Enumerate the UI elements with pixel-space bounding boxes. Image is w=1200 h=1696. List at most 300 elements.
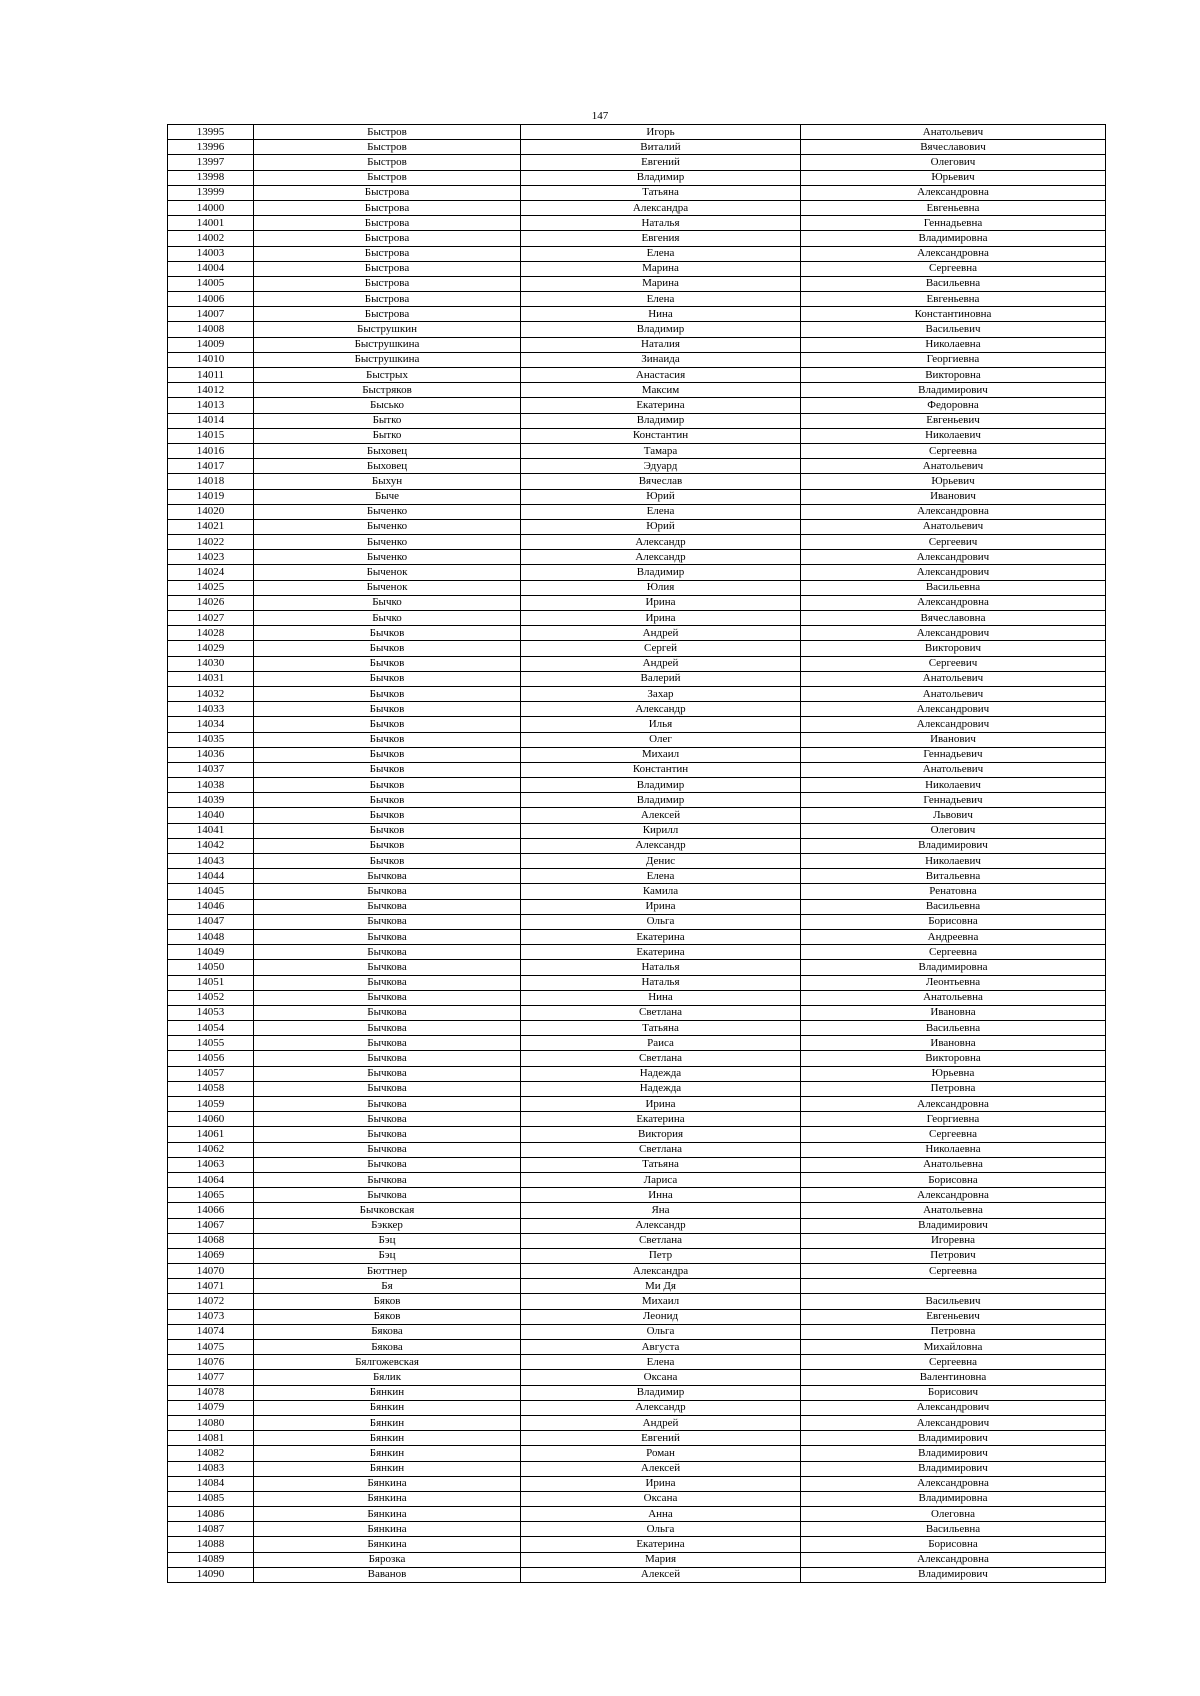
last-name-cell: Бычкова xyxy=(254,945,521,960)
patronymic-cell: Сергеевна xyxy=(801,1127,1106,1142)
table-row xyxy=(168,686,1106,701)
record-number-cell: 14026 xyxy=(168,595,254,610)
table-row xyxy=(168,140,1106,155)
last-name-cell: Бякова xyxy=(254,1324,521,1339)
patronymic-cell: Викторович xyxy=(801,641,1106,656)
table-row xyxy=(168,1112,1106,1127)
last-name-cell: Бычко xyxy=(254,595,521,610)
table-row xyxy=(168,383,1106,398)
patronymic-cell: Сергеевна xyxy=(801,945,1106,960)
last-name-cell: Бычков xyxy=(254,823,521,838)
table-row xyxy=(168,1203,1106,1218)
last-name-cell: Быструшкина xyxy=(254,352,521,367)
first-name-cell: Андрей xyxy=(521,656,801,671)
table-row xyxy=(168,1157,1106,1172)
last-name-cell: Бычкова xyxy=(254,1081,521,1096)
last-name-cell: Бя xyxy=(254,1279,521,1294)
table-row xyxy=(168,1567,1106,1582)
first-name-cell: Елена xyxy=(521,869,801,884)
table-row xyxy=(168,641,1106,656)
last-name-cell: Бянкин xyxy=(254,1446,521,1461)
first-name-cell: Ирина xyxy=(521,1097,801,1112)
first-name-cell: Светлана xyxy=(521,1051,801,1066)
patronymic-cell: Геннадьевич xyxy=(801,793,1106,808)
first-name-cell: Евгений xyxy=(521,155,801,170)
record-number-cell: 14021 xyxy=(168,519,254,534)
record-number-cell: 14038 xyxy=(168,778,254,793)
table-row xyxy=(168,1415,1106,1430)
last-name-cell: Бычкова xyxy=(254,1188,521,1203)
patronymic-cell: Васильевна xyxy=(801,899,1106,914)
record-number-cell: 14019 xyxy=(168,489,254,504)
last-name-cell: Бысько xyxy=(254,398,521,413)
last-name-cell: Бычкова xyxy=(254,914,521,929)
table-row xyxy=(168,489,1106,504)
last-name-cell: Быстрова xyxy=(254,261,521,276)
first-name-cell: Максим xyxy=(521,383,801,398)
first-name-cell: Зинаида xyxy=(521,352,801,367)
last-name-cell: Бянкина xyxy=(254,1491,521,1506)
last-name-cell: Бяков xyxy=(254,1294,521,1309)
table-row xyxy=(168,1005,1106,1020)
table-row xyxy=(168,914,1106,929)
table-row xyxy=(168,929,1106,944)
patronymic-cell: Александровна xyxy=(801,1552,1106,1567)
patronymic-cell: Владимирович xyxy=(801,1461,1106,1476)
first-name-cell: Светлана xyxy=(521,1233,801,1248)
patronymic-cell: Владимирович xyxy=(801,1446,1106,1461)
record-number-cell: 14061 xyxy=(168,1127,254,1142)
record-number-cell: 14025 xyxy=(168,580,254,595)
last-name-cell: Быстрова xyxy=(254,216,521,231)
first-name-cell: Виталий xyxy=(521,140,801,155)
record-number-cell: 13999 xyxy=(168,185,254,200)
first-name-cell: Владимир xyxy=(521,170,801,185)
record-number-cell: 14073 xyxy=(168,1309,254,1324)
first-name-cell: Илья xyxy=(521,717,801,732)
patronymic-cell: Петровна xyxy=(801,1324,1106,1339)
last-name-cell: Быченок xyxy=(254,580,521,595)
table-row xyxy=(168,1461,1106,1476)
patronymic-cell: Геннадьевна xyxy=(801,216,1106,231)
table-row xyxy=(168,960,1106,975)
first-name-cell: Елена xyxy=(521,292,801,307)
record-number-cell: 14074 xyxy=(168,1324,254,1339)
last-name-cell: Быстрова xyxy=(254,307,521,322)
record-number-cell: 14084 xyxy=(168,1476,254,1491)
first-name-cell: Владимир xyxy=(521,793,801,808)
table-row xyxy=(168,838,1106,853)
table-row xyxy=(168,1036,1106,1051)
patronymic-cell: Анатольевич xyxy=(801,125,1106,140)
last-name-cell: Бычков xyxy=(254,702,521,717)
table-row xyxy=(168,1264,1106,1279)
patronymic-cell: Александровна xyxy=(801,246,1106,261)
last-name-cell: Бытко xyxy=(254,413,521,428)
last-name-cell: Быхун xyxy=(254,474,521,489)
last-name-cell: Бычкова xyxy=(254,1142,521,1157)
last-name-cell: Быстряков xyxy=(254,383,521,398)
patronymic-cell: Александрович xyxy=(801,1400,1106,1415)
table-row xyxy=(168,1446,1106,1461)
patronymic-cell: Анатольевна xyxy=(801,1157,1106,1172)
table-row xyxy=(168,1066,1106,1081)
last-name-cell: Бычко xyxy=(254,611,521,626)
patronymic-cell: Игоревна xyxy=(801,1233,1106,1248)
record-number-cell: 14090 xyxy=(168,1567,254,1582)
patronymic-cell: Евгеньевна xyxy=(801,292,1106,307)
first-name-cell: Михаил xyxy=(521,1294,801,1309)
record-number-cell: 14004 xyxy=(168,261,254,276)
patronymic-cell: Александровна xyxy=(801,185,1106,200)
table-row xyxy=(168,626,1106,641)
first-name-cell: Юрий xyxy=(521,489,801,504)
first-name-cell: Владимир xyxy=(521,565,801,580)
first-name-cell: Андрей xyxy=(521,1415,801,1430)
first-name-cell: Александр xyxy=(521,702,801,717)
record-number-cell: 14014 xyxy=(168,413,254,428)
record-number-cell: 14067 xyxy=(168,1218,254,1233)
table-row xyxy=(168,1081,1106,1096)
first-name-cell: Екатерина xyxy=(521,929,801,944)
table-row xyxy=(168,1309,1106,1324)
first-name-cell: Виктория xyxy=(521,1127,801,1142)
record-number-cell: 14064 xyxy=(168,1172,254,1187)
patronymic-cell: Васильевна xyxy=(801,276,1106,291)
record-number-cell: 14065 xyxy=(168,1188,254,1203)
last-name-cell: Бычкова xyxy=(254,1112,521,1127)
record-number-cell: 14013 xyxy=(168,398,254,413)
first-name-cell: Надежда xyxy=(521,1066,801,1081)
record-number-cell: 14007 xyxy=(168,307,254,322)
patronymic-cell: Ренатовна xyxy=(801,884,1106,899)
table-row xyxy=(168,565,1106,580)
record-number-cell: 14029 xyxy=(168,641,254,656)
record-number-cell: 14015 xyxy=(168,428,254,443)
table-row xyxy=(168,1537,1106,1552)
table-row xyxy=(168,1355,1106,1370)
table-row xyxy=(168,580,1106,595)
patronymic-cell: Евгеньевич xyxy=(801,1309,1106,1324)
first-name-cell: Наталья xyxy=(521,960,801,975)
table-row xyxy=(168,1324,1106,1339)
record-number-cell: 14035 xyxy=(168,732,254,747)
table-row xyxy=(168,474,1106,489)
record-number-cell: 14070 xyxy=(168,1264,254,1279)
record-number-cell: 14077 xyxy=(168,1370,254,1385)
table-row xyxy=(168,504,1106,519)
patronymic-cell: Львович xyxy=(801,808,1106,823)
patronymic-cell: Сергеевна xyxy=(801,1355,1106,1370)
patronymic-cell: Васильевич xyxy=(801,1294,1106,1309)
first-name-cell: Татьяна xyxy=(521,1021,801,1036)
first-name-cell: Августа xyxy=(521,1340,801,1355)
last-name-cell: Бычков xyxy=(254,762,521,777)
first-name-cell: Вячеслав xyxy=(521,474,801,489)
last-name-cell: Бянкина xyxy=(254,1522,521,1537)
first-name-cell: Алексей xyxy=(521,1461,801,1476)
first-name-cell: Денис xyxy=(521,854,801,869)
record-number-cell: 14030 xyxy=(168,656,254,671)
table-row xyxy=(168,717,1106,732)
record-number-cell: 14066 xyxy=(168,1203,254,1218)
table-row xyxy=(168,884,1106,899)
record-number-cell: 14017 xyxy=(168,459,254,474)
patronymic-cell: Владимирович xyxy=(801,838,1106,853)
patronymic-cell: Ивановна xyxy=(801,1036,1106,1051)
record-number-cell: 14063 xyxy=(168,1157,254,1172)
last-name-cell: Бычкова xyxy=(254,1021,521,1036)
record-number-cell: 14089 xyxy=(168,1552,254,1567)
first-name-cell: Наталья xyxy=(521,975,801,990)
table-row xyxy=(168,1340,1106,1355)
registry-body xyxy=(168,125,1106,1583)
table-row xyxy=(168,200,1106,215)
first-name-cell: Юрий xyxy=(521,519,801,534)
first-name-cell: Петр xyxy=(521,1248,801,1263)
table-row xyxy=(168,1248,1106,1263)
table-row xyxy=(168,125,1106,140)
last-name-cell: Бычков xyxy=(254,854,521,869)
last-name-cell: Бюттнер xyxy=(254,1264,521,1279)
first-name-cell: Игорь xyxy=(521,125,801,140)
record-number-cell: 14045 xyxy=(168,884,254,899)
record-number-cell: 14002 xyxy=(168,231,254,246)
record-number-cell: 14079 xyxy=(168,1400,254,1415)
last-name-cell: Быстров xyxy=(254,155,521,170)
table-row xyxy=(168,170,1106,185)
table-row xyxy=(168,368,1106,383)
last-name-cell: Бычков xyxy=(254,671,521,686)
patronymic-cell: Валентиновна xyxy=(801,1370,1106,1385)
record-number-cell: 14008 xyxy=(168,322,254,337)
table-row xyxy=(168,762,1106,777)
patronymic-cell: Олегович xyxy=(801,823,1106,838)
page-number: 147 xyxy=(591,110,609,122)
first-name-cell: Елена xyxy=(521,1355,801,1370)
record-number-cell: 14012 xyxy=(168,383,254,398)
table-row xyxy=(168,671,1106,686)
first-name-cell: Ольга xyxy=(521,1522,801,1537)
first-name-cell: Ольга xyxy=(521,1324,801,1339)
patronymic-cell: Николаевич xyxy=(801,778,1106,793)
patronymic-cell: Анатольевич xyxy=(801,459,1106,474)
first-name-cell: Оксана xyxy=(521,1491,801,1506)
last-name-cell: Бялгожевская xyxy=(254,1355,521,1370)
patronymic-cell: Васильевна xyxy=(801,1522,1106,1537)
first-name-cell: Елена xyxy=(521,246,801,261)
last-name-cell: Бычков xyxy=(254,732,521,747)
patronymic-cell: Сергеевна xyxy=(801,1264,1106,1279)
table-row xyxy=(168,1218,1106,1233)
table-row xyxy=(168,1400,1106,1415)
first-name-cell: Мария xyxy=(521,1552,801,1567)
record-number-cell: 14033 xyxy=(168,702,254,717)
patronymic-cell: Александровна xyxy=(801,595,1106,610)
record-number-cell: 13996 xyxy=(168,140,254,155)
record-number-cell: 14037 xyxy=(168,762,254,777)
table-row xyxy=(168,793,1106,808)
table-row xyxy=(168,732,1106,747)
record-number-cell: 14076 xyxy=(168,1355,254,1370)
first-name-cell: Владимир xyxy=(521,1385,801,1400)
table-row xyxy=(168,808,1106,823)
table-row xyxy=(168,1385,1106,1400)
record-number-cell: 14001 xyxy=(168,216,254,231)
record-number-cell: 14050 xyxy=(168,960,254,975)
patronymic-cell: Сергеевна xyxy=(801,261,1106,276)
first-name-cell: Инна xyxy=(521,1188,801,1203)
last-name-cell: Быче xyxy=(254,489,521,504)
record-number-cell: 14059 xyxy=(168,1097,254,1112)
first-name-cell: Олег xyxy=(521,732,801,747)
patronymic-cell: Ивановна xyxy=(801,1005,1106,1020)
patronymic-cell: Анатольевна xyxy=(801,990,1106,1005)
table-row xyxy=(168,413,1106,428)
record-number-cell: 14016 xyxy=(168,443,254,458)
last-name-cell: Бычкова xyxy=(254,1127,521,1142)
last-name-cell: Бычкова xyxy=(254,975,521,990)
record-number-cell: 14020 xyxy=(168,504,254,519)
last-name-cell: Бычков xyxy=(254,717,521,732)
last-name-cell: Ваванов xyxy=(254,1567,521,1582)
registry-table xyxy=(167,124,1106,1583)
record-number-cell: 13998 xyxy=(168,170,254,185)
patronymic-cell: Сергеевна xyxy=(801,443,1106,458)
record-number-cell: 14031 xyxy=(168,671,254,686)
table-row xyxy=(168,1142,1106,1157)
record-number-cell: 14006 xyxy=(168,292,254,307)
table-row xyxy=(168,990,1106,1005)
last-name-cell: Бычкова xyxy=(254,929,521,944)
record-number-cell: 14082 xyxy=(168,1446,254,1461)
record-number-cell: 14085 xyxy=(168,1491,254,1506)
patronymic-cell: Александровна xyxy=(801,1476,1106,1491)
table-row xyxy=(168,216,1106,231)
patronymic-cell: Николаевич xyxy=(801,428,1106,443)
table-row xyxy=(168,611,1106,626)
last-name-cell: Быховец xyxy=(254,443,521,458)
record-number-cell: 13997 xyxy=(168,155,254,170)
last-name-cell: Бычков xyxy=(254,747,521,762)
first-name-cell: Анна xyxy=(521,1507,801,1522)
patronymic-cell: Анатольевна xyxy=(801,1203,1106,1218)
first-name-cell: Татьяна xyxy=(521,1157,801,1172)
patronymic-cell: Евгеньевна xyxy=(801,200,1106,215)
record-number-cell: 14044 xyxy=(168,869,254,884)
table-row xyxy=(168,1172,1106,1187)
table-row xyxy=(168,595,1106,610)
first-name-cell: Наталия xyxy=(521,337,801,352)
first-name-cell: Евгений xyxy=(521,1431,801,1446)
table-row xyxy=(168,276,1106,291)
last-name-cell: Бычкова xyxy=(254,1036,521,1051)
last-name-cell: Быструшкин xyxy=(254,322,521,337)
table-row xyxy=(168,550,1106,565)
last-name-cell: Быстров xyxy=(254,140,521,155)
table-row xyxy=(168,535,1106,550)
table-row xyxy=(168,702,1106,717)
last-name-cell: Бянкина xyxy=(254,1537,521,1552)
first-name-cell: Владимир xyxy=(521,322,801,337)
first-name-cell: Екатерина xyxy=(521,1112,801,1127)
first-name-cell: Юлия xyxy=(521,580,801,595)
patronymic-cell: Анатольевич xyxy=(801,762,1106,777)
last-name-cell: Бянкина xyxy=(254,1507,521,1522)
record-number-cell: 14039 xyxy=(168,793,254,808)
table-row xyxy=(168,292,1106,307)
last-name-cell: Бычков xyxy=(254,793,521,808)
first-name-cell: Леонид xyxy=(521,1309,801,1324)
table-row xyxy=(168,261,1106,276)
last-name-cell: Быстрова xyxy=(254,185,521,200)
table-row xyxy=(168,185,1106,200)
first-name-cell: Захар xyxy=(521,686,801,701)
last-name-cell: Быстрова xyxy=(254,200,521,215)
patronymic-cell: Борисовна xyxy=(801,914,1106,929)
record-number-cell: 14075 xyxy=(168,1340,254,1355)
first-name-cell: Наталья xyxy=(521,216,801,231)
table-row xyxy=(168,307,1106,322)
table-row xyxy=(168,1370,1106,1385)
record-number-cell: 13995 xyxy=(168,125,254,140)
record-number-cell: 14042 xyxy=(168,838,254,853)
record-number-cell: 14034 xyxy=(168,717,254,732)
table-row xyxy=(168,443,1106,458)
patronymic-cell: Олегович xyxy=(801,155,1106,170)
last-name-cell: Быченко xyxy=(254,504,521,519)
first-name-cell: Ирина xyxy=(521,899,801,914)
first-name-cell: Александр xyxy=(521,1400,801,1415)
last-name-cell: Бэц xyxy=(254,1233,521,1248)
table-row xyxy=(168,1233,1106,1248)
table-row xyxy=(168,428,1106,443)
first-name-cell: Раиса xyxy=(521,1036,801,1051)
last-name-cell: Быстрова xyxy=(254,292,521,307)
patronymic-cell: Федоровна xyxy=(801,398,1106,413)
record-number-cell: 14072 xyxy=(168,1294,254,1309)
record-number-cell: 14041 xyxy=(168,823,254,838)
patronymic-cell: Владимировна xyxy=(801,231,1106,246)
patronymic-cell: Петрович xyxy=(801,1248,1106,1263)
first-name-cell: Ольга xyxy=(521,914,801,929)
patronymic-cell: Георгиевна xyxy=(801,352,1106,367)
last-name-cell: Бычкова xyxy=(254,1172,521,1187)
first-name-cell: Нина xyxy=(521,990,801,1005)
patronymic-cell: Борисовна xyxy=(801,1172,1106,1187)
record-number-cell: 14027 xyxy=(168,611,254,626)
patronymic-cell: Вячеславович xyxy=(801,140,1106,155)
patronymic-cell: Александрович xyxy=(801,550,1106,565)
patronymic-cell: Анатольевич xyxy=(801,686,1106,701)
record-number-cell: 14036 xyxy=(168,747,254,762)
patronymic-cell: Васильевич xyxy=(801,322,1106,337)
last-name-cell: Бычкова xyxy=(254,1066,521,1081)
last-name-cell: Быстрова xyxy=(254,231,521,246)
table-row xyxy=(168,1021,1106,1036)
record-number-cell: 14024 xyxy=(168,565,254,580)
first-name-cell: Ирина xyxy=(521,1476,801,1491)
first-name-cell: Елена xyxy=(521,504,801,519)
first-name-cell: Алексей xyxy=(521,808,801,823)
record-number-cell: 14011 xyxy=(168,368,254,383)
table-row xyxy=(168,1051,1106,1066)
last-name-cell: Бычков xyxy=(254,656,521,671)
table-row xyxy=(168,1522,1106,1537)
patronymic-cell: Михайловна xyxy=(801,1340,1106,1355)
first-name-cell: Нина xyxy=(521,307,801,322)
patronymic-cell: Иванович xyxy=(801,732,1106,747)
